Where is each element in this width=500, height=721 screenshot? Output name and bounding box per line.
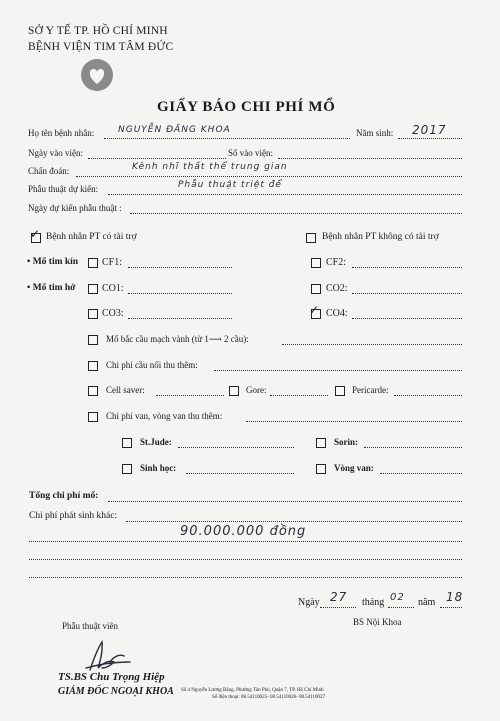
co1-checkbox[interactable]	[88, 284, 98, 294]
heart-logo-icon	[80, 58, 114, 92]
total-cost-label: Tổng chi phí mổ:	[29, 491, 99, 501]
vong-van-checkbox[interactable]	[316, 464, 326, 474]
surgeon-signature-icon	[80, 632, 136, 674]
footer-address: Số 4 Nguyễn Lương Bằng, Phường Tân Phú, Quận 7, TP. Hồ Chí Minh	[181, 688, 324, 693]
planned-surgery-value: Phẫu thuật triệt để	[178, 180, 282, 190]
not-sponsored-checkbox[interactable]	[306, 233, 316, 243]
birth-year-label: Năm sinh:	[356, 128, 394, 138]
pericarde-label: Pericarde:	[352, 385, 389, 395]
date-month-label: tháng	[362, 597, 385, 608]
cell-saver-checkbox[interactable]	[88, 386, 98, 396]
cell-saver-label: Cell saver:	[106, 385, 145, 395]
sponsored-check-mark-icon: ✓	[30, 227, 41, 241]
surgeon-title: GIÁM ĐỐC NGOẠI KHOA	[58, 686, 174, 697]
diagnosis-label: Chẩn đoán:	[28, 166, 70, 176]
co2-label: CO2:	[326, 283, 348, 294]
cf1-checkbox[interactable]	[88, 258, 98, 268]
closed-heart-label: • Mổ tim kín	[27, 257, 79, 267]
patient-name-label: Họ tên bệnh nhân:	[28, 128, 95, 138]
valve-checkbox[interactable]	[88, 412, 98, 422]
form-title: GIẤY BÁO CHI PHÍ MỔ	[157, 99, 336, 115]
cf2-label: CF2:	[326, 257, 347, 268]
co2-checkbox[interactable]	[311, 284, 321, 294]
hospital-department: SỞ Y TẾ TP. HỒ CHÍ MINH	[28, 25, 168, 37]
gore-label: Gore:	[246, 385, 267, 395]
planned-surgery-label: Phẫu thuật dự kiến:	[28, 184, 99, 194]
vong-van-label: Vòng van:	[334, 463, 374, 473]
patient-name-value: NGUYỄN ĐĂNG KHOA	[118, 125, 231, 135]
co3-label: CO3:	[102, 308, 124, 319]
bypass-checkbox[interactable]	[88, 335, 98, 345]
cf2-checkbox[interactable]	[311, 258, 321, 268]
st-jude-label: St.Jude:	[140, 437, 172, 447]
extra-cost-value: 90.000.000 đồng	[180, 524, 307, 539]
open-heart-label: • Mổ tim hở	[27, 283, 76, 293]
date-year-label: năm	[418, 597, 436, 608]
date-month-value: 02	[390, 592, 405, 603]
cf1-label: CF1:	[102, 257, 123, 268]
sinh-hoc-checkbox[interactable]	[122, 464, 132, 474]
co3-checkbox[interactable]	[88, 309, 98, 319]
diagnosis-value: Kênh nhĩ thất thể trung gian	[132, 162, 288, 172]
hospital-name: BỆNH VIỆN TIM TÂM ĐỨC	[28, 41, 174, 53]
gore-checkbox[interactable]	[229, 386, 239, 396]
bridge-extra-checkbox[interactable]	[88, 361, 98, 371]
date-day-value: 27	[330, 590, 348, 604]
st-jude-checkbox[interactable]	[122, 438, 132, 448]
date-year-value: 18	[446, 590, 464, 604]
surgeon-name: TS.BS Chu Trọng Hiệp	[58, 671, 165, 683]
sponsored-label: Bệnh nhân PT có tài trợ	[46, 232, 137, 242]
surgeon-label: Phẫu thuật viên	[62, 621, 118, 631]
not-sponsored-label: Bệnh nhân PT không có tài trợ	[322, 232, 439, 242]
co1-label: CO1:	[102, 283, 124, 294]
pericarde-checkbox[interactable]	[335, 386, 345, 396]
sorin-checkbox[interactable]	[316, 438, 326, 448]
valve-label: Chi phí van, vòng van thu thêm:	[106, 411, 223, 421]
bypass-label: Mổ bắc cầu mạch vành (từ 1⟶ 2 cầu):	[106, 334, 249, 344]
extra-cost-label: Chi phí phát sinh khác:	[29, 511, 118, 521]
bridge-extra-label: Chi phí cầu nối thu thêm:	[106, 360, 198, 370]
internal-doctor-label: BS Nội Khoa	[353, 617, 402, 627]
sorin-label: Sorin:	[334, 437, 359, 447]
footer-phone: Số điện thoại: 08.54110025- 08.54110026- 08.54110027	[212, 695, 326, 700]
date-day-label: Ngày	[298, 597, 320, 608]
admission-number-label: Số vào viện:	[228, 148, 273, 158]
planned-surgery-date-label: Ngày dự kiến phẫu thuật :	[28, 203, 122, 213]
co4-check-mark-icon: ✓	[309, 303, 320, 317]
co4-label: CO4:	[326, 308, 348, 319]
sinh-hoc-label: Sinh học:	[140, 463, 177, 473]
admission-date-label: Ngày vào viện:	[28, 148, 83, 158]
birth-year-value: 2017	[412, 123, 447, 137]
